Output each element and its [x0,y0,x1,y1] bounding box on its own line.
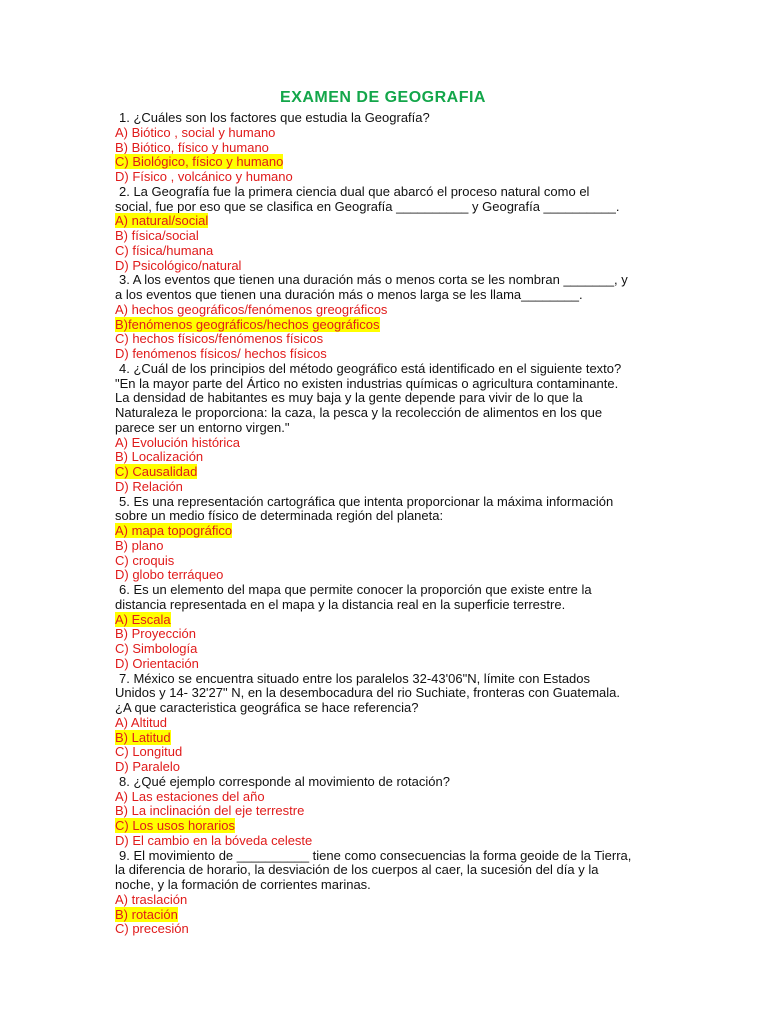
answer-option [115,170,728,185]
answer-option-label: D) Relación [115,478,183,494]
question-text: 3. A los eventos que tienen una duración más o menos corta se les nombran _______, y [119,272,628,288]
answer-option-label: A) natural/social [115,213,209,229]
answer-option [115,893,728,908]
answer-option [115,804,728,819]
answer-option-label: B) física/social [115,228,199,243]
question-text: la diferencia de horario, la desviación de los cuerpos al caer, la sucesión del día y la [115,862,599,878]
answer-option-highlighted [115,613,728,628]
answer-option-label: B) plano [115,537,164,553]
answer-option-highlighted [115,465,728,480]
answer-option [115,141,728,156]
answer-option-highlighted [115,155,728,170]
answer-option [115,657,728,672]
answer-option-label: B) Proyección [115,626,196,642]
question-text: distancia representada en el mapa y la distancia real en la superficie terrestre. [115,596,566,612]
answer-option-label: B) Localización [115,449,204,465]
question-list [115,111,728,937]
answer-option-label: B) Biótico, físico y humano [115,139,269,155]
question-text: 6. Es un elemento del mapa que permite conocer la proporción que existe entre la [119,582,592,597]
answer-option-highlighted [115,819,728,834]
answer-option-label: B)fenómenos geográficos/hechos geográficos [115,316,380,332]
answer-option-label: B) Latitud [115,729,171,745]
exam-title: EXAMEN DE GEOGRAFIA [280,89,486,106]
answer-option-label: B) La inclinación del eje terrestre [115,803,305,819]
answer-option [115,126,728,141]
answer-option-label: C) hechos físicos/fenómenos físicos [115,331,324,347]
question-text: 9. El movimiento de __________ tiene como consecuencias la forma geoide de la Tierra, [119,847,632,863]
answer-option-label: D) Paralelo [115,759,181,774]
question-text: sobre un medio físico de determinada región del planeta: [115,508,444,524]
answer-option-label: B) rotación [115,906,178,922]
answer-option [115,745,728,760]
answer-option [115,760,728,775]
answer-option-label: D) Físico , volcánico y humano [115,169,293,184]
answer-option-label: C) Los usos horarios [115,818,235,833]
question-text: noche, y la formación de corrientes marinas. [115,877,371,892]
answer-option-label: D) Psicológico/natural [115,257,242,273]
answer-option-highlighted [115,908,728,923]
answer-option [115,642,728,657]
answer-option [115,627,728,642]
question-text: a los eventos que tienen una duración más o menos larga se les llama________. [115,287,583,302]
answer-option-label: A) Escala [115,611,171,627]
question-text: social, fue por eso que se clasifica en Geografía __________ y Geografía __________. [115,198,620,214]
question-block [115,672,728,775]
question-text: "En la mayor parte del Ártico no existen industrias químicas o agricultura contaminante. [115,375,619,391]
answer-option [115,450,728,465]
question-text: ¿A que caracteristica geográfica se hace referencia? [115,700,419,715]
question-text: 5. Es una representación cartográfica que intenta proporcionar la máxima información [119,493,614,509]
question-text: parece ser un entorno virgen." [115,419,290,435]
answer-option [115,716,728,731]
answer-option-label: C) croquis [115,552,175,568]
answer-option-label: A) Biótico , social y humano [115,124,276,140]
answer-option-label: C) física/humana [115,242,214,258]
question-block [115,495,728,584]
question-text: Naturaleza le proporciona: la caza, la pesca y la recolección de alimentos en los que [115,405,603,420]
answer-option [115,259,728,274]
answer-option [115,332,728,347]
question-text: 1. ¿Cuáles son los factores que estudia la Geografía? [119,110,430,125]
question-block [115,362,728,495]
question-block [115,185,728,274]
answer-option [115,229,728,244]
answer-option [115,922,728,937]
question-text: 2. La Geografía fue la primera ciencia dual que abarcó el proceso natural como el [119,183,590,199]
answer-option-highlighted [115,318,728,333]
answer-option [115,480,728,495]
answer-option-label: A) mapa topográfico [115,523,233,538]
question-text: Unidos y 14- 32'27" N, en la desembocadura del rio Suchiate, fronteras con Guatemala. [115,685,620,701]
answer-option [115,539,728,554]
question-block [115,583,728,672]
question-text: 4. ¿Cuál de los principios del método geográfico está identificado en el siguiente texto? [119,360,622,376]
answer-option [115,554,728,569]
question-text: 8. ¿Qué ejemplo corresponde al movimiento de rotación? [119,773,450,789]
answer-option [115,436,728,451]
answer-option-label: D) Orientación [115,655,199,671]
question-text: La densidad de habitantes es muy baja y la gente depende para vivir de lo que la [115,390,583,406]
answer-option-label: D) El cambio en la bóveda celeste [115,832,313,848]
answer-option-label: A) traslación [115,891,188,907]
answer-option-label: A) Las estaciones del año [115,788,265,804]
answer-option [115,347,728,362]
answer-option-label: C) precesión [115,921,189,937]
answer-option [115,244,728,259]
answer-option [115,834,728,849]
question-block [115,273,728,362]
answer-option-highlighted [115,731,728,746]
question-block [115,775,728,849]
answer-option [115,303,728,318]
answer-option-highlighted [115,524,728,539]
question-block [115,111,728,185]
answer-option-label: D) fenómenos físicos/ hechos físicos [115,346,327,361]
answer-option-label: C) Causalidad [115,464,198,479]
answer-option-label: A) hechos geográficos/fenómenos greográficos [115,301,388,317]
answer-option [115,568,728,583]
answer-option-label: C) Longitud [115,744,183,760]
answer-option-label: C) Simbología [115,641,198,656]
answer-option-highlighted [115,214,728,229]
answer-option [115,790,728,805]
answer-option-label: A) Evolución histórica [115,434,240,450]
answer-option-label: C) Biológico, físico y humano [115,154,284,170]
question-block [115,849,728,938]
answer-option-label: D) globo terráqueo [115,567,224,583]
question-text: 7. México se encuentra situado entre los paralelos 32-43'06"N, límite con Estados [119,670,591,686]
answer-option-label: A) Altitud [115,714,168,730]
